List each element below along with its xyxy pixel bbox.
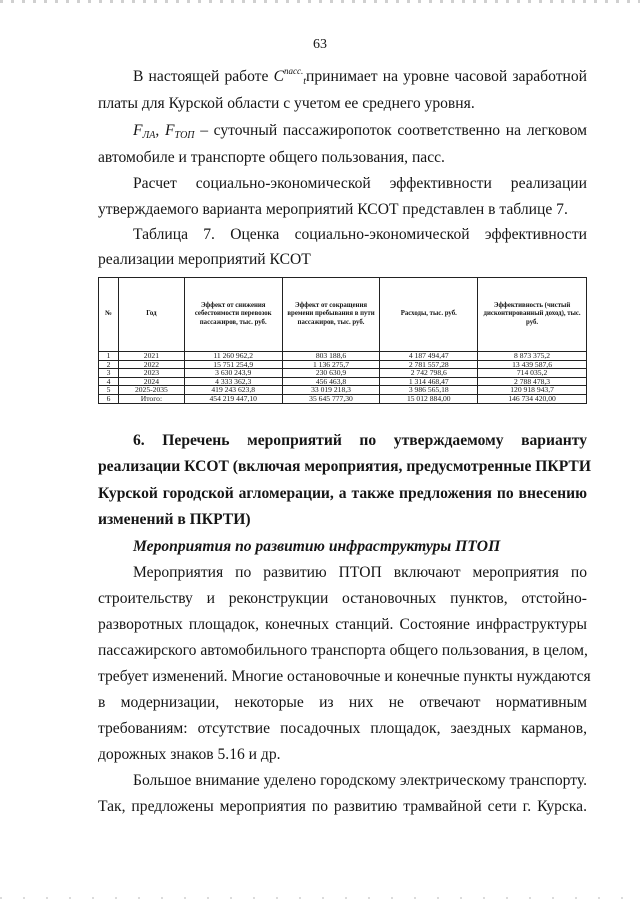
cell-efficiency: 120 918 943,7 (478, 386, 587, 395)
cell-year: 2022 (118, 360, 184, 369)
cell-efficiency: 2 788 478,3 (478, 377, 587, 386)
cell-time-effect: 803 188,6 (282, 352, 380, 361)
cell-year: 2025-2035 (118, 386, 184, 395)
cell-expenses: 2 742 798,6 (380, 369, 478, 378)
header-year: Год (118, 278, 184, 352)
cell-cost-effect: 419 243 623,8 (184, 386, 282, 395)
cell-efficiency: 8 873 375,2 (478, 352, 587, 361)
table-total-row (99, 394, 587, 403)
paragraph-5-line-1: Большое внимание уделено городскому электрическому транспорту. (133, 772, 587, 789)
paragraph-1-line-1: В настоящей работе $C^{пасс.}_tпринимает$ на уровне часовой заработной (133, 66, 587, 87)
section-heading-line-2: реализации КСОТ (включая мероприятия, предусмотренные ПКРТИ (98, 458, 591, 475)
table-caption-line-2: реализации мероприятий КСОТ (98, 251, 311, 268)
paragraph-1-line-2: платы для Курской области с учетом ее среднего уровня. (98, 95, 475, 112)
table-caption-line-1: Таблица 7. Оценка социально-экономической эффективности (133, 226, 587, 243)
paragraph-2-line-2: автомобиле и транспорте общего пользования, пасс. (98, 149, 445, 166)
paragraph-4-line-8: дорожных знаков 5.16 и др. (98, 746, 281, 763)
table-header-row (99, 278, 587, 352)
cell-time-effect: 230 630,9 (282, 369, 380, 378)
paragraph-3-line-1: Расчет социально-экономической эффективности реализации (133, 175, 587, 192)
cell-efficiency: 714 035,2 (478, 369, 587, 378)
paragraph-4-line-3: разворотных площадок, конечных станций. Состояние инфраструктуры (98, 616, 587, 633)
cell-expenses: 4 187 494,47 (380, 352, 478, 361)
section-heading-line-1: 6. Перечень мероприятий по утверждаемому варианту (133, 432, 587, 449)
paragraph-4-line-1: Мероприятия по развитию ПТОП включают мероприятия по (133, 564, 587, 581)
cell-expenses: 3 986 565,18 (380, 386, 478, 395)
table-row (99, 352, 587, 361)
cell-efficiency: 146 734 420,00 (478, 394, 587, 403)
cell-efficiency: 13 439 587,6 (478, 360, 587, 369)
variable-f-top: $F_{ТОП}$ (164, 122, 195, 141)
cell-time-effect: 1 136 275,7 (282, 360, 380, 369)
paragraph-4-line-6: в модернизации, некоторые из них не отвечают нормативным (98, 694, 587, 711)
variable-f-la: $F_{ЛА}$ (133, 122, 156, 141)
cell-year: Итого: (118, 394, 184, 403)
paragraph-4-line-7: требованиям: отсутствие посадочных площадок, заездных карманов, (98, 720, 587, 737)
cell-cost-effect: 454 219 447,10 (184, 394, 282, 403)
cell-cost-effect: 3 630 243,9 (184, 369, 282, 378)
header-number: № (99, 278, 119, 352)
subheading: Мероприятия по развитию инфраструктуры ПТОП (133, 538, 501, 555)
cell-time-effect: 456 463,8 (282, 377, 380, 386)
cell-number: 4 (99, 377, 119, 386)
table-7 (98, 277, 587, 404)
cell-expenses: 2 781 557,28 (380, 360, 478, 369)
paragraph-4-line-5: требует изменений. Многие остановочные и конечные пункты нуждаются (98, 668, 591, 685)
cell-number: 3 (99, 369, 119, 378)
section-heading-line-4: изменений в ПКРТИ) (98, 511, 251, 528)
cell-year: 2021 (118, 352, 184, 361)
cell-number: 6 (99, 394, 119, 403)
section-heading-line-3: Курской городской агломерации, а также предложения по внесению (98, 485, 587, 502)
paragraph-4-line-2: строительству и реконструкции остановочных пунктов, отстойно- (98, 590, 587, 607)
cell-cost-effect: 4 333 362,3 (184, 377, 282, 386)
cell-expenses: 1 314 468,47 (380, 377, 478, 386)
page-number: 63 (313, 37, 327, 52)
cell-cost-effect: 11 260 962,2 (184, 352, 282, 361)
paragraph-4-line-4: пассажирского автомобильного транспорта общего пользования, в целом, (98, 642, 588, 659)
cell-year: 2023 (118, 369, 184, 378)
scan-edge-bottom (0, 897, 640, 899)
table-row (99, 369, 587, 378)
header-cost-effect: Эффект от снижения себестоимости перевозок пассажиров, тыс. руб. (184, 278, 282, 352)
cell-number: 2 (99, 360, 119, 369)
cell-number: 1 (99, 352, 119, 361)
cell-number: 5 (99, 386, 119, 395)
cell-cost-effect: 15 751 254,9 (184, 360, 282, 369)
paragraph-3-line-2: утверждаемого варианта мероприятий КСОТ представлен в таблице 7. (98, 201, 568, 218)
header-time-effect: Эффект от сокращения времени пребывания в пути пассажиров, тыс. руб. (282, 278, 380, 352)
cell-year: 2024 (118, 377, 184, 386)
header-efficiency: Эффективность (чистый дисконтированный доход), тыс. руб. (478, 278, 587, 352)
variable-c: $C^{пасс.}_t$ (273, 66, 307, 87)
cell-expenses: 15 012 884,00 (380, 394, 478, 403)
scan-edge-top (0, 0, 640, 3)
cell-time-effect: 35 645 777,30 (282, 394, 380, 403)
cell-time-effect: 33 019 218,3 (282, 386, 380, 395)
paragraph-2-line-1: $F_{ЛА}$, $F_{ТОП}$ – суточный пассажиропоток соответственно на легковом (133, 122, 587, 141)
paragraph-5-line-2: Так, предложены мероприятия по развитию трамвайной сети г. Курска. (98, 798, 587, 815)
header-expenses: Расходы, тыс. руб. (380, 278, 478, 352)
